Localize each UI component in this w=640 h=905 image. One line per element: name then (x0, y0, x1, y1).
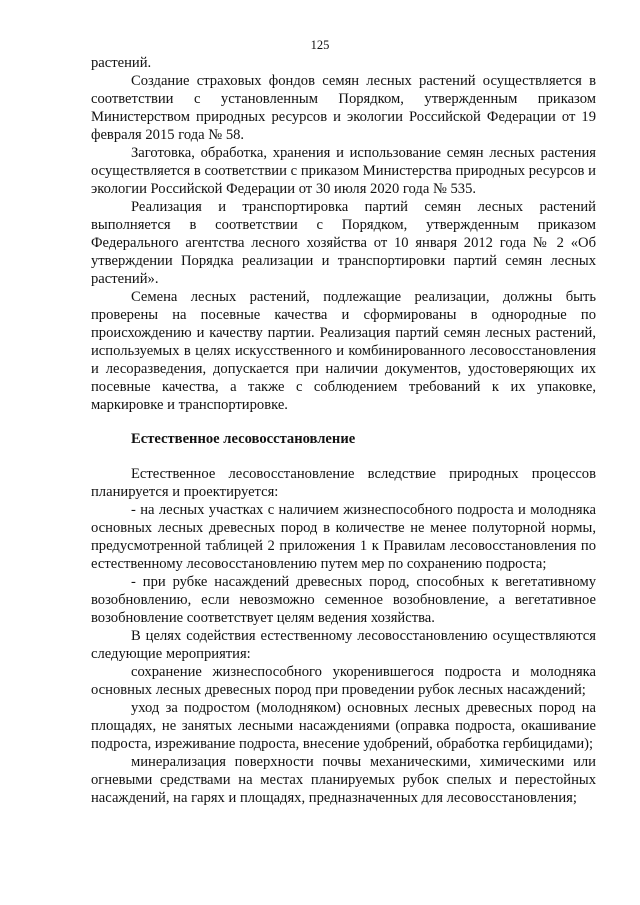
page-content (91, 54, 596, 807)
list-item: - при рубке насаждений древесных пород, способных к вегетативному возобновлению, если невозможно семенное возобновление, а вегетативное возобновление соответствует целям ведения хозяйства. (91, 574, 596, 626)
page-number: 125 (310, 38, 330, 52)
paragraph: Создание страховых фондов семян лесных растений осуществляется в соответствии с установленным Порядком, утвержденным приказом Министерством природных ресурсов и экологии Российской Федерации от 19 февраля 2015 года № 58. (91, 73, 596, 143)
paragraph-continuation: растений. (91, 55, 152, 71)
paragraph: Реализация и транспортировка партий семян лесных растений выполняется в соответствии с Порядком, утвержденным приказом Федерального агентства лесного хозяйства от 10 января 2012 года № 2 «Об утверждении Порядка реализации и транспортировки партий семян лесных растений». (91, 199, 596, 287)
paragraph: В целях содействия естественному лесовосстановлению осуществляются следующие мероприятия: (91, 628, 596, 662)
section-heading: Естественное лесовосстановление (131, 431, 356, 447)
measure-item: сохранение жизнеспособного укоренившегося подроста и молодняка основных лесных древесных пород при проведении рубок лесных насаждений; (91, 664, 596, 698)
paragraph: Семена лесных растений, подлежащие реализации, должны быть проверены на посевные качества и сформированы в однородные по происхождению и качеству партии. Реализация партий семян лесных растений, используемых в целях искусственного и комбинированного лесовосстановления и лесоразведения, допускается при наличии документов, удостоверяющих их посевные качества, а также с соблюдением требований к их упаковке, маркировке и транспортировке. (91, 289, 596, 413)
paragraph: Естественное лесовосстановление вследствие природных процессов планируется и проектируется: (91, 466, 596, 500)
measure-item: уход за подростом (молодняком) основных лесных древесных пород на площадях, не занятых лесными насаждениями (оправка подроста, окашивание подроста, изреживание подроста, внесение удобрений, обработка гербицидами); (91, 700, 596, 752)
measure-item: минерализация поверхности почвы механическими, химическими или огневыми средствами на местах планируемых рубок спелых и перестойных насаждений, на гарях и площадях, предназначенных для лесовосстановления; (91, 754, 596, 806)
list-item: - на лесных участках с наличием жизнеспособного подроста и молодняка основных лесных древесных пород в количестве не менее полуторной нормы, предусмотренной таблицей 2 приложения 1 к Правилам лесовосстановления по естественному лесовосстановлению путем мер по сохранению подроста; (91, 502, 596, 572)
paragraph: Заготовка, обработка, хранения и использование семян лесных растения осуществляется в соответствии с приказом Министерства природных ресурсов и экологии Российской Федерации от 30 июля 2020 года № 535. (91, 145, 596, 197)
